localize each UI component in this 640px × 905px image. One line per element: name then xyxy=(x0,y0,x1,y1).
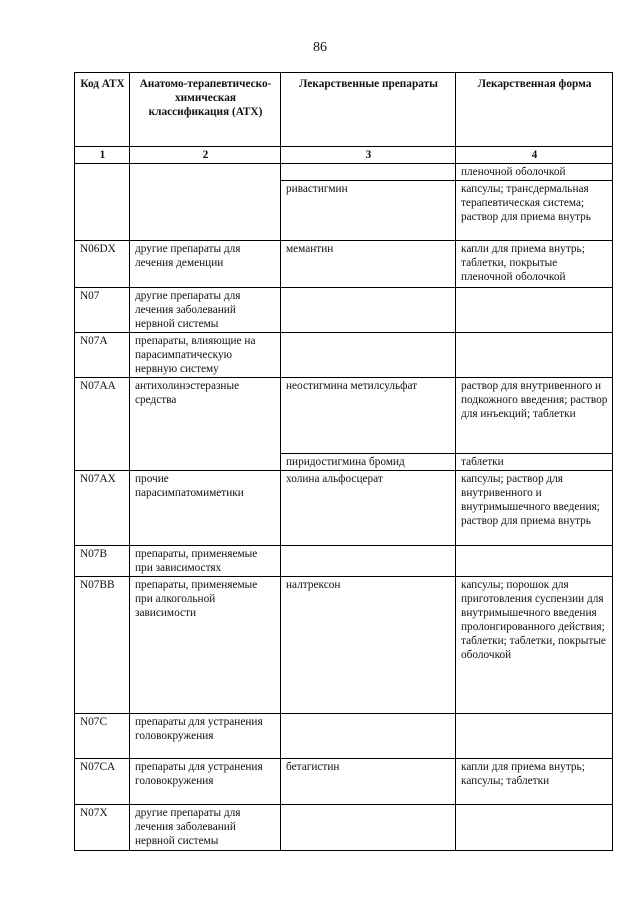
table-row xyxy=(75,378,613,454)
cell-code: N07AX xyxy=(75,471,130,546)
cell-code: N07C xyxy=(75,714,130,759)
table-header-row xyxy=(75,73,613,147)
page-number: 86 xyxy=(313,40,327,55)
cell-code: N07 xyxy=(75,288,130,333)
header-form: Лекарственная форма xyxy=(456,73,613,147)
cell-code: N07B xyxy=(75,546,130,577)
cell-form: капли для приема внутрь; капсулы; таблетки xyxy=(456,759,613,805)
cell-code xyxy=(75,164,130,241)
cell-code: N07A xyxy=(75,333,130,378)
cell-classification: препараты для устранения головокружения xyxy=(130,759,281,805)
cell-drug: налтрексон xyxy=(281,577,456,714)
cell-code: N07CA xyxy=(75,759,130,805)
column-number-row xyxy=(75,147,613,164)
cell-form xyxy=(456,288,613,333)
cell-classification: препараты, влияющие на парасимпатическую нервную систему xyxy=(130,333,281,378)
header-code: Код АТХ xyxy=(75,73,130,147)
cell-drug xyxy=(281,805,456,851)
cell-drug xyxy=(281,546,456,577)
cell-drug xyxy=(281,164,456,181)
cell-drug: бетагистин xyxy=(281,759,456,805)
table-row xyxy=(75,714,613,759)
cell-drug: мемантин xyxy=(281,241,456,288)
cell-form xyxy=(456,805,613,851)
cell-drug: пиридостигмина бромид xyxy=(281,454,456,471)
cell-classification: прочие парасимпатомиметики xyxy=(130,471,281,546)
table-row xyxy=(75,288,613,333)
cell-code: N07AA xyxy=(75,378,130,471)
cell-form xyxy=(456,714,613,759)
cell-code: N07X xyxy=(75,805,130,851)
cell-drug xyxy=(281,333,456,378)
header-drugs: Лекарственные препараты xyxy=(281,73,456,147)
cell-classification: другие препараты для лечения деменции xyxy=(130,241,281,288)
column-number: 4 xyxy=(456,147,613,164)
header-classification: Анатомо-терапевтическо-химическая классификация (АТХ) xyxy=(130,73,281,147)
column-number: 1 xyxy=(75,147,130,164)
cell-code: N07BB xyxy=(75,577,130,714)
cell-form: капсулы; трансдермальная терапевтическая система; раствор для приема внутрь xyxy=(456,181,613,241)
table-row xyxy=(75,333,613,378)
cell-drug: ривастигмин xyxy=(281,181,456,241)
cell-form: пленочной оболочкой xyxy=(456,164,613,181)
cell-code: N06DX xyxy=(75,241,130,288)
cell-form: раствор для внутривенного и подкожного введения; раствор для инъекций; таблетки xyxy=(456,378,613,454)
cell-classification: другие препараты для лечения заболеваний нервной системы xyxy=(130,288,281,333)
cell-classification: препараты, применяемые при алкогольной зависимости xyxy=(130,577,281,714)
column-number: 2 xyxy=(130,147,281,164)
table-row xyxy=(75,546,613,577)
cell-classification: другие препараты для лечения заболеваний нервной системы xyxy=(130,805,281,851)
cell-form: таблетки xyxy=(456,454,613,471)
cell-classification: антихолинэстеразные средства xyxy=(130,378,281,471)
cell-form: капсулы; раствор для внутривенного и внутримышечного введения; раствор для приема внутрь xyxy=(456,471,613,546)
table-row xyxy=(75,805,613,851)
cell-form: капли для приема внутрь; таблетки, покрытые пленочной оболочкой xyxy=(456,241,613,288)
cell-classification: препараты для устранения головокружения xyxy=(130,714,281,759)
cell-form xyxy=(456,333,613,378)
table-row xyxy=(75,471,613,546)
table-row xyxy=(75,164,613,181)
atx-table xyxy=(74,72,613,851)
cell-classification: препараты, применяемые при зависимостях xyxy=(130,546,281,577)
column-number: 3 xyxy=(281,147,456,164)
table-row xyxy=(75,759,613,805)
table-row xyxy=(75,577,613,714)
cell-drug: холина альфосцерат xyxy=(281,471,456,546)
cell-drug xyxy=(281,714,456,759)
table-row xyxy=(75,241,613,288)
cell-form: капсулы; порошок для приготовления суспензии для внутримышечного введения пролонгированного действия; таблетки; таблетки, покрытые оболочкой xyxy=(456,577,613,714)
cell-drug: неостигмина метилсульфат xyxy=(281,378,456,454)
cell-form xyxy=(456,546,613,577)
cell-drug xyxy=(281,288,456,333)
cell-classification xyxy=(130,164,281,241)
